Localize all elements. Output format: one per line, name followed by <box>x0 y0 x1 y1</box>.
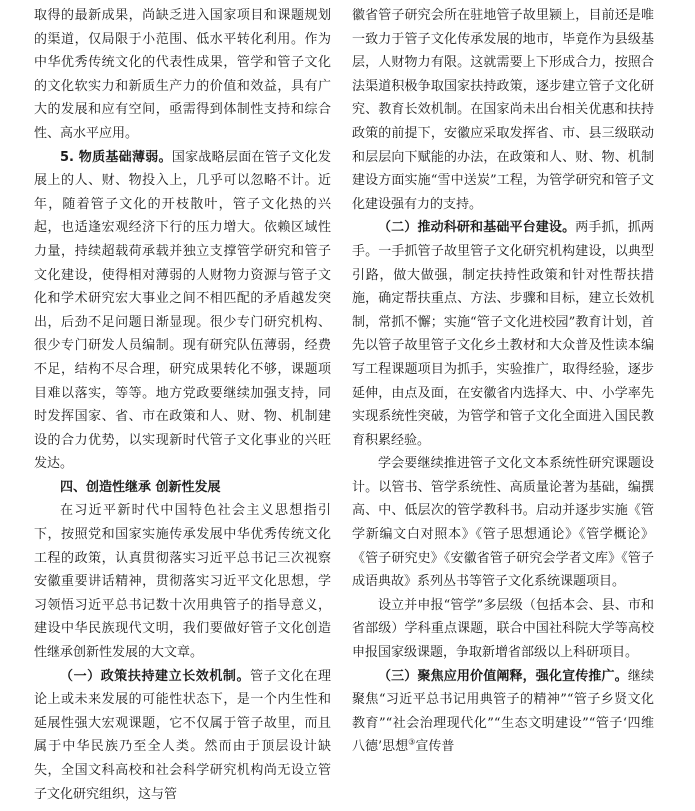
section-title: 四、创造性继承 创新性发展 <box>60 479 221 495</box>
paragraph: 徽省管子研究会所在驻地管子故里颍上，目前还是唯一致力于管子文化传承发展的地市，毕竟作为县级基层，人财物力有限。这就需要上下形成合力，按照合法渠道积极争取国家扶持政策，逐步建立管子文化研究、教育长效机制。在国家尚未出台相关优惠和扶持政策的前提下，安徽应采取发挥省、市、县三级联动和层层向下赋能的办法，在政策和人、财、物、机制建设方面实施“雪中送炭”工程，为管学研究和管子文化建设强有力的支持。 <box>352 8 654 212</box>
section-heading: （一）政策扶持建立长效机制。 <box>60 668 251 684</box>
section-heading: （二）推动科研和基础平台建设。 <box>378 220 576 236</box>
section-heading: 5. 物质基础薄弱。 <box>60 149 172 165</box>
paragraph-text: 宣传普 <box>415 739 455 755</box>
section-heading: （三）聚焦应用价值阐释，强化宣传推广。 <box>378 668 628 684</box>
paragraph <box>34 146 331 476</box>
paragraph: 取得的最新成果，尚缺乏进入国家项目和课题规划的渠道，仅局限于小范围、低水平转化利用。作为中华优秀传统文化的代表性成果，管学和管子文化的文化软实力和新质生产力的价值和效益，具有广大的发展和应有空间，亟需得到体制性支持和综合性、高水平应用。 <box>34 8 331 141</box>
paragraph: 学会要继续推进管子文化文本系统性研究课题设计。以管书、管学系统性、高质量论著为基础，编撰高、中、低层次的管学教科书。启动并逐步实施《管学新编文白对照本》《管子思想通论》《管学概论》《管子研究史》《安徽省管子研究会学者文库》《管子成语典故》系列丛书等管子文化系统课题项目。 <box>352 456 654 590</box>
right-column <box>352 4 654 809</box>
paragraph-text: 管子文化在理论上或未来发展的可能性状态下，是一个内生性和延展性强大宏观课题，它不仅属于管子故里，而且属于中华民族乃至全人类。然而由于顶层设计缺失，全国文科高校和社会科学研究机构尚无设立管子文化研究组织，这与管 <box>34 668 331 802</box>
paragraph <box>352 216 654 452</box>
paragraph: 设立并申报“管学”多层级（包括本会、县、市和省部级）学科重点课题，联合中国社科院大学等高校申报国家级课题，争取新增省部级以上科研项目。 <box>352 597 654 661</box>
paragraph: 在习近平新时代中国特色社会主义思想指引下，按照党和国家实施传承发展中华优秀传统文化工程的政策，认真贯彻落实习近平总书记三次视察安徽重要讲话精神，贯彻落实习近平文化思想，学习领悟习近平总书记数十次用典管子的指导意义，建设中华民族现代文明，我们要做好管子文化创造性继承创新性发展的大文章。 <box>34 503 331 661</box>
paragraph-text: 国家战略层面在管子文化发展上的人、财、物投入上，几乎可以忽略不计。近年，随着管子文化的开枝散叶，管子文化热的兴起，也适逢宏观经济下行的压力增大。依赖区域性力量，持续超载荷承载并独立支撑管学研究和管子文化建设，使得相对薄弱的人财物力资源与管子文化和学术研究宏大事业之间不相匹配的矛盾越发突出，后劲不足问题日渐显现。很少专门研究机构、很少专门研发人员编制。现有研究队伍薄弱，经费不足，结构不尽合理，研究成果转化不够，课题项目难以落实，等等。地方党政要继续加强支持，同时发挥国家、省、市在政策和人、财、物、机制建设的合力优势，以实现新时代管子文化事业的兴旺发达。 <box>34 149 331 472</box>
footnote-marker[interactable]: ③ <box>408 738 416 748</box>
paragraph <box>34 665 331 807</box>
paragraph <box>352 665 654 759</box>
paragraph-text: 两手抓，抓两手。一手抓管子故里管子文化研究机构建设，以典型引路，做大做强，制定扶持性政策和针对性帮扶措施，确定帮扶重点、方法、步骤和目标，建立长效机制，常抓不懈；实施“管子文化进校园”教育计划，首先以管子故里管子文化乡土教材和大众普及性读本编写工程课题项目为抓手，实验推广，取得经验，逐步延伸，由点及面，在安徽省内选择大、中、小学率先实现系统性突破，为管学和管子文化全面进入国民教育积累经验。 <box>352 220 654 448</box>
left-column <box>34 4 331 809</box>
paragraph-text: 继续聚焦“习近平总书记用典管子的精神”“管子乡贤文化教育”“社会治理现代化”“生态文明建设”“管子‘四维八德’思想 <box>352 668 654 755</box>
